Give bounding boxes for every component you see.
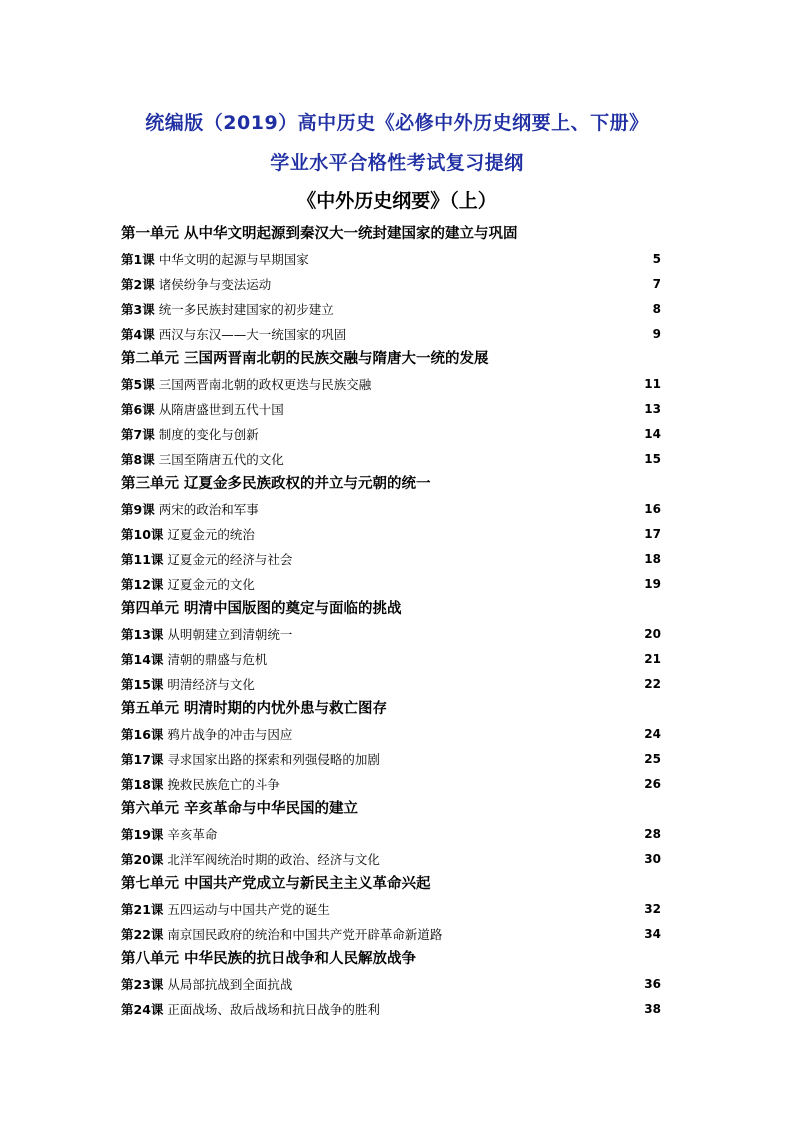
lesson-title: 正面战场、敌后战场和抗日战争的胜利 [167,1002,380,1017]
toc-lesson-entry [121,322,661,347]
lesson-title: 南京国民政府的统治和中国共产党开辟革命新道路 [167,927,443,942]
lesson-title: 北洋军阀统治时期的政治、经济与文化 [167,852,380,867]
lesson-number: 第15课 [121,677,164,692]
lesson-title: 辛亥革命 [167,827,218,842]
toc-unit-heading: 第三单元 辽夏金多民族政权的并立与元朝的统一 [121,476,431,492]
lesson-page-number: 7 [652,277,661,291]
lesson-title: 五四运动与中国共产党的诞生 [167,902,330,917]
toc-lesson-entry [121,572,661,597]
toc-lesson-entry [121,397,661,422]
lesson-page-number: 36 [644,977,661,991]
toc-unit-heading: 第七单元 中国共产党成立与新民主主义革命兴起 [121,876,431,892]
lesson-page-number: 8 [652,302,661,316]
toc-lesson-entry [121,972,661,997]
lesson-page-number: 9 [652,327,661,341]
lesson-number: 第11课 [121,552,164,567]
lesson-page-number: 18 [644,552,661,566]
lesson-number: 第5课 [121,377,155,392]
toc-lesson-entry [121,672,661,697]
toc-lesson-entry [121,497,661,522]
lesson-number: 第21课 [121,902,164,917]
toc-lesson-entry [121,747,661,772]
lesson-page-number: 16 [644,502,661,516]
lesson-title: 中华文明的起源与早期国家 [158,252,309,267]
toc-lesson-entry [121,647,661,672]
lesson-number: 第13课 [121,627,164,642]
lesson-title: 西汉与东汉——大一统国家的巩固 [158,327,347,342]
lesson-title: 从隋唐盛世到五代十国 [158,402,284,417]
lesson-number: 第19课 [121,827,164,842]
toc-unit-heading: 第一单元 从中华文明起源到秦汉大一统封建国家的建立与巩固 [121,226,518,242]
lesson-title: 三国至隋唐五代的文化 [158,452,284,467]
toc-lesson-entry [121,622,661,647]
lesson-number: 第23课 [121,977,164,992]
lesson-page-number: 11 [644,377,661,391]
lesson-page-number: 38 [644,1002,661,1016]
lesson-page-number: 25 [644,752,661,766]
toc-lesson-entry [121,922,661,947]
lesson-title: 挽救民族危亡的斗争 [167,777,280,792]
lesson-title: 三国两晋南北朝的政权更迭与民族交融 [158,377,372,392]
lesson-page-number: 5 [652,252,661,266]
lesson-number: 第4课 [121,327,155,342]
lesson-title: 诸侯纷争与变法运动 [158,277,272,292]
lesson-number: 第18课 [121,777,164,792]
lesson-number: 第12课 [121,577,164,592]
lesson-page-number: 13 [644,402,661,416]
lesson-title: 辽夏金元的经济与社会 [167,552,293,567]
lesson-number: 第14课 [121,652,164,667]
lesson-page-number: 19 [644,577,661,591]
toc-unit-heading: 第五单元 明清时期的内忧外患与救亡图存 [121,701,388,717]
document-title-line2: 学业水平合格性考试复习提纲 [270,152,524,174]
toc-lesson-entry [121,422,661,447]
lesson-number: 第8课 [121,452,155,467]
lesson-number: 第10课 [121,527,164,542]
toc-unit-heading: 第四单元 明清中国版图的奠定与面临的挑战 [121,601,402,617]
toc-lesson-entry [121,522,661,547]
lesson-title: 辽夏金元的文化 [167,577,255,592]
lesson-page-number: 15 [644,452,661,466]
lesson-page-number: 21 [644,652,661,666]
toc-unit-heading: 第二单元 三国两晋南北朝的民族交融与隋唐大一统的发展 [121,351,489,367]
lesson-title: 制度的变化与创新 [158,427,259,442]
lesson-title: 从明朝建立到清朝统一 [167,627,293,642]
lesson-number: 第1课 [121,252,155,267]
lesson-number: 第7课 [121,427,155,442]
lesson-page-number: 34 [644,927,661,941]
lesson-number: 第22课 [121,927,164,942]
lesson-title: 鸦片战争的冲击与因应 [167,727,293,742]
lesson-title: 寻求国家出路的探索和列强侵略的加剧 [167,752,380,767]
lesson-page-number: 24 [644,727,661,741]
toc-lesson-entry [121,297,661,322]
toc-lesson-entry [121,897,661,922]
lesson-number: 第20课 [121,852,164,867]
toc-lesson-entry [121,272,661,297]
lesson-title: 明清经济与文化 [167,677,255,692]
lesson-title: 统一多民族封建国家的初步建立 [158,302,334,317]
toc-lesson-entry [121,772,661,797]
lesson-page-number: 22 [644,677,661,691]
toc-unit-heading: 第八单元 中华民族的抗日战争和人民解放战争 [121,951,417,967]
lesson-title: 从局部抗战到全面抗战 [167,977,293,992]
toc-lesson-entry [121,247,661,272]
lesson-title: 两宋的政治和军事 [158,502,259,517]
lesson-title: 辽夏金元的统治 [167,527,255,542]
lesson-page-number: 17 [644,527,661,541]
toc-lesson-entry [121,447,661,472]
document-subtitle: 《中外历史纲要》（上） [297,190,497,212]
toc-lesson-entry [121,547,661,572]
lesson-number: 第2课 [121,277,155,292]
toc-unit-heading: 第六单元 辛亥革命与中华民国的建立 [121,801,359,817]
table-of-contents [121,222,661,1022]
lesson-title: 清朝的鼎盛与危机 [167,652,268,667]
lesson-number: 第24课 [121,1002,164,1017]
lesson-number: 第17课 [121,752,164,767]
lesson-number: 第3课 [121,302,155,317]
lesson-page-number: 26 [644,777,661,791]
lesson-number: 第9课 [121,502,155,517]
lesson-page-number: 30 [644,852,661,866]
document-title-line1: 统编版（2019）高中历史《必修中外历史纲要上、下册》 [145,112,649,134]
lesson-page-number: 32 [644,902,661,916]
lesson-page-number: 14 [644,427,661,441]
lesson-number: 第6课 [121,402,155,417]
toc-lesson-entry [121,847,661,872]
lesson-page-number: 28 [644,827,661,841]
toc-lesson-entry [121,372,661,397]
lesson-page-number: 20 [644,627,661,641]
toc-lesson-entry [121,722,661,747]
toc-lesson-entry [121,822,661,847]
lesson-number: 第16课 [121,727,164,742]
toc-lesson-entry [121,997,661,1022]
